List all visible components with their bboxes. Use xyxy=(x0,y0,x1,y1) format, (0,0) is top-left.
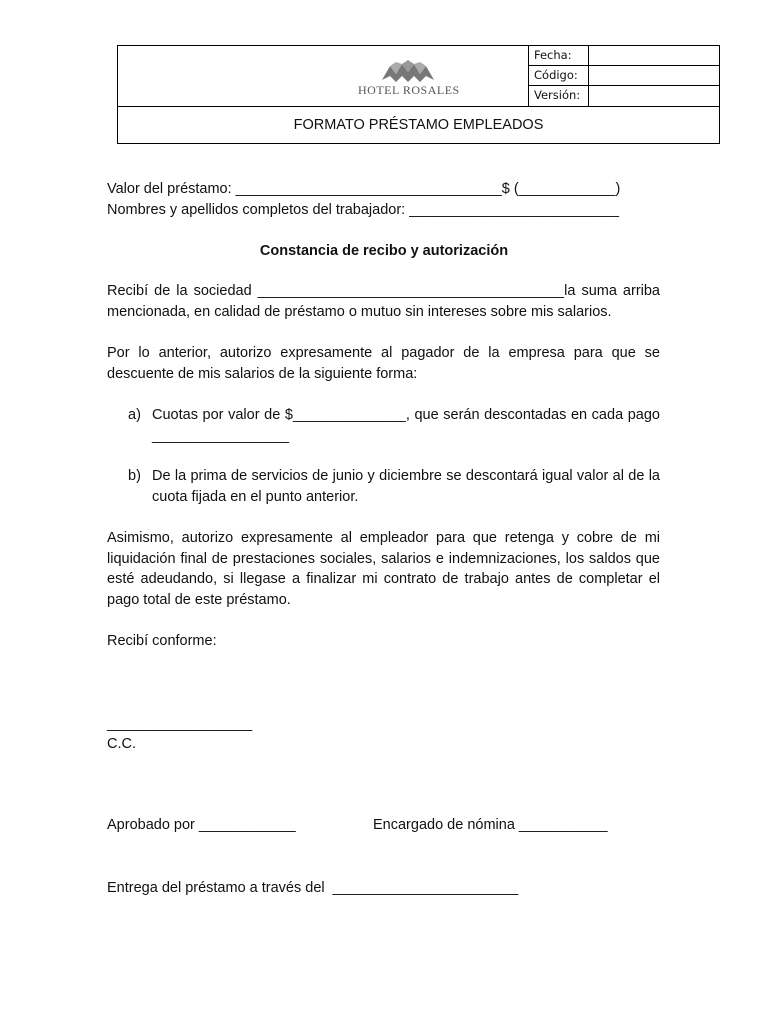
document-title: FORMATO PRÉSTAMO EMPLEADOS xyxy=(293,117,544,133)
authorization-paragraph: Por lo anterior, autorizo expresamente al pagador de la empresa para que se descuente de mis salarios de la siguiente forma: xyxy=(107,345,660,382)
option-a xyxy=(128,405,660,446)
receipt-paragraph: Recibí de la sociedad ______________________________________la suma arriba mencionada, en calidad de préstamo o mutuo sin intereses sobre mis salarios. xyxy=(107,283,660,320)
option-a-text: Cuotas por valor de $______________, que serán descontadas en cada pago _________________ xyxy=(152,407,660,444)
meta-row-codigo xyxy=(529,66,719,86)
signature-line: __________________ xyxy=(107,716,253,732)
option-b-text: De la prima de servicios de junio y diciembre se descontará igual valor al de la cuota fijada en el punto anterior. xyxy=(152,468,660,505)
delivery-line: Entrega del préstamo a través del _______________________ xyxy=(107,880,519,896)
loan-value-line: Valor del préstamo: _________________________________$ (____________) xyxy=(107,181,621,197)
meta-row-fecha xyxy=(529,46,719,66)
meta-row-version xyxy=(529,86,719,107)
section-heading: Constancia de recibo y autorización xyxy=(259,243,509,259)
version-value[interactable] xyxy=(589,86,719,106)
option-b-marker: b) xyxy=(128,468,141,484)
approved-by: Aprobado por ____________ xyxy=(107,817,296,833)
fecha-value[interactable] xyxy=(589,46,719,65)
logo-cell xyxy=(118,46,529,107)
option-a-marker: a) xyxy=(128,407,141,423)
hotel-logo-icon xyxy=(380,60,436,84)
codigo-label: Código: xyxy=(529,66,589,85)
cc-label: C.C. xyxy=(107,736,136,752)
version-label: Versión: xyxy=(529,86,589,106)
document-header xyxy=(117,45,720,144)
fecha-label: Fecha: xyxy=(529,46,589,65)
received-label: Recibí conforme: xyxy=(107,633,217,649)
codigo-value[interactable] xyxy=(589,66,719,85)
liquidation-paragraph: Asimismo, autorizo expresamente al empleador para que retenga y cobre de mi liquidación final de prestaciones sociales, salarios e indemnizaciones, los saldos que esté adeudando, si llegase a finalizar mi contrato de trabajo antes de completar el pago total de este préstamo. xyxy=(107,530,660,608)
meta-table xyxy=(529,46,719,107)
payroll-manager: Encargado de nómina ___________ xyxy=(373,817,608,833)
logo-text: HOTEL ROSALES xyxy=(358,83,460,97)
option-b xyxy=(128,466,660,507)
worker-name-line: Nombres y apellidos completos del trabajador: __________________________ xyxy=(107,202,619,218)
